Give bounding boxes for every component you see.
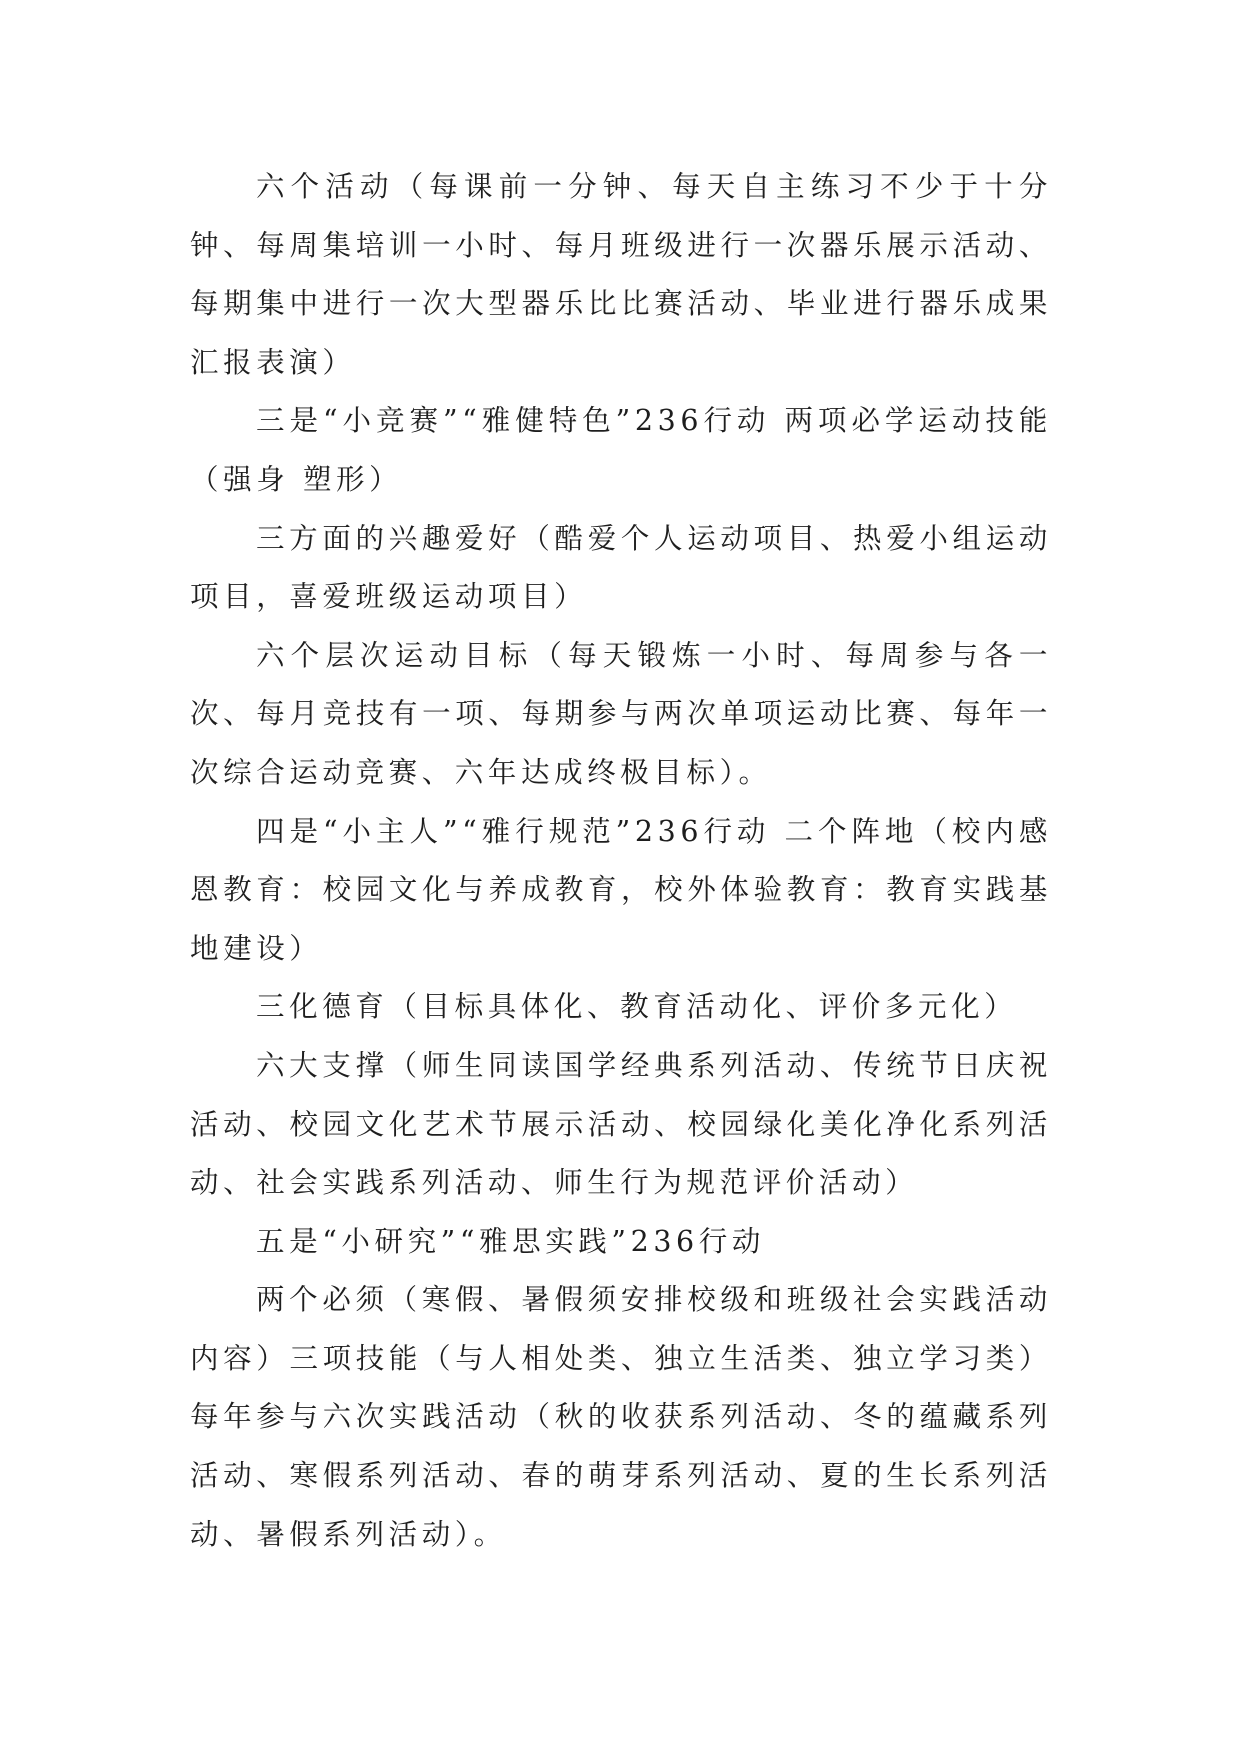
paragraph-conduct-bases: 四是“小主人”“雅行规范”236行动 二个阵地（校内感恩教育：校园文化与养成教育，校外体验教育：教育实践基地建设）	[190, 814, 1052, 965]
paragraph-moral-education: 三化德育（目标具体化、教育活动化、评价多元化）	[256, 990, 1018, 1024]
paragraph-practice-activities: 两个必须（寒假、暑假须安排校级和班级社会实践活动内容）三项技能（与人相处类、独立生活类、独立学习类）每年参与六次实践活动（秋的收获系列活动、冬的蕴藏系列活动、寒假系列活动、春的萌芽系列活动、夏的生长系列活动、暑假系列活动）。	[190, 1283, 1052, 1551]
paragraph-six-supports: 六大支撑（师生同读国学经典系列活动、传统节日庆祝活动、校园文化艺术节展示活动、校园绿化美化净化系列活动、社会实践系列活动、师生行为规范评价活动）	[190, 1048, 1052, 1200]
paragraph-sports-goals: 六个层次运动目标（每天锻炼一小时、每周参与各一次、每月竞技有一项、每期参与两次单项运动比赛、每年一次综合运动竞赛、六年达成终极目标）。	[190, 638, 1052, 789]
document-body	[190, 158, 1052, 1564]
paragraph-research-heading: 五是“小研究”“雅思实践”236行动	[256, 1224, 765, 1258]
paragraph-sports-skills: 三是“小竞赛”“雅健特色”236行动 两项必学运动技能（强身 塑形）	[190, 404, 1052, 496]
paragraph-sports-interests: 三方面的兴趣爱好（酷爱个人运动项目、热爱小组运动项目，喜爱班级运动项目）	[190, 521, 1052, 614]
paragraph-music-activities: 六个活动（每课前一分钟、每天自主练习不少于十分钟、每周集培训一小时、每月班级进行一次器乐展示活动、每期集中进行一次大型器乐比比赛活动、毕业进行器乐成果汇报表演）	[190, 170, 1052, 379]
